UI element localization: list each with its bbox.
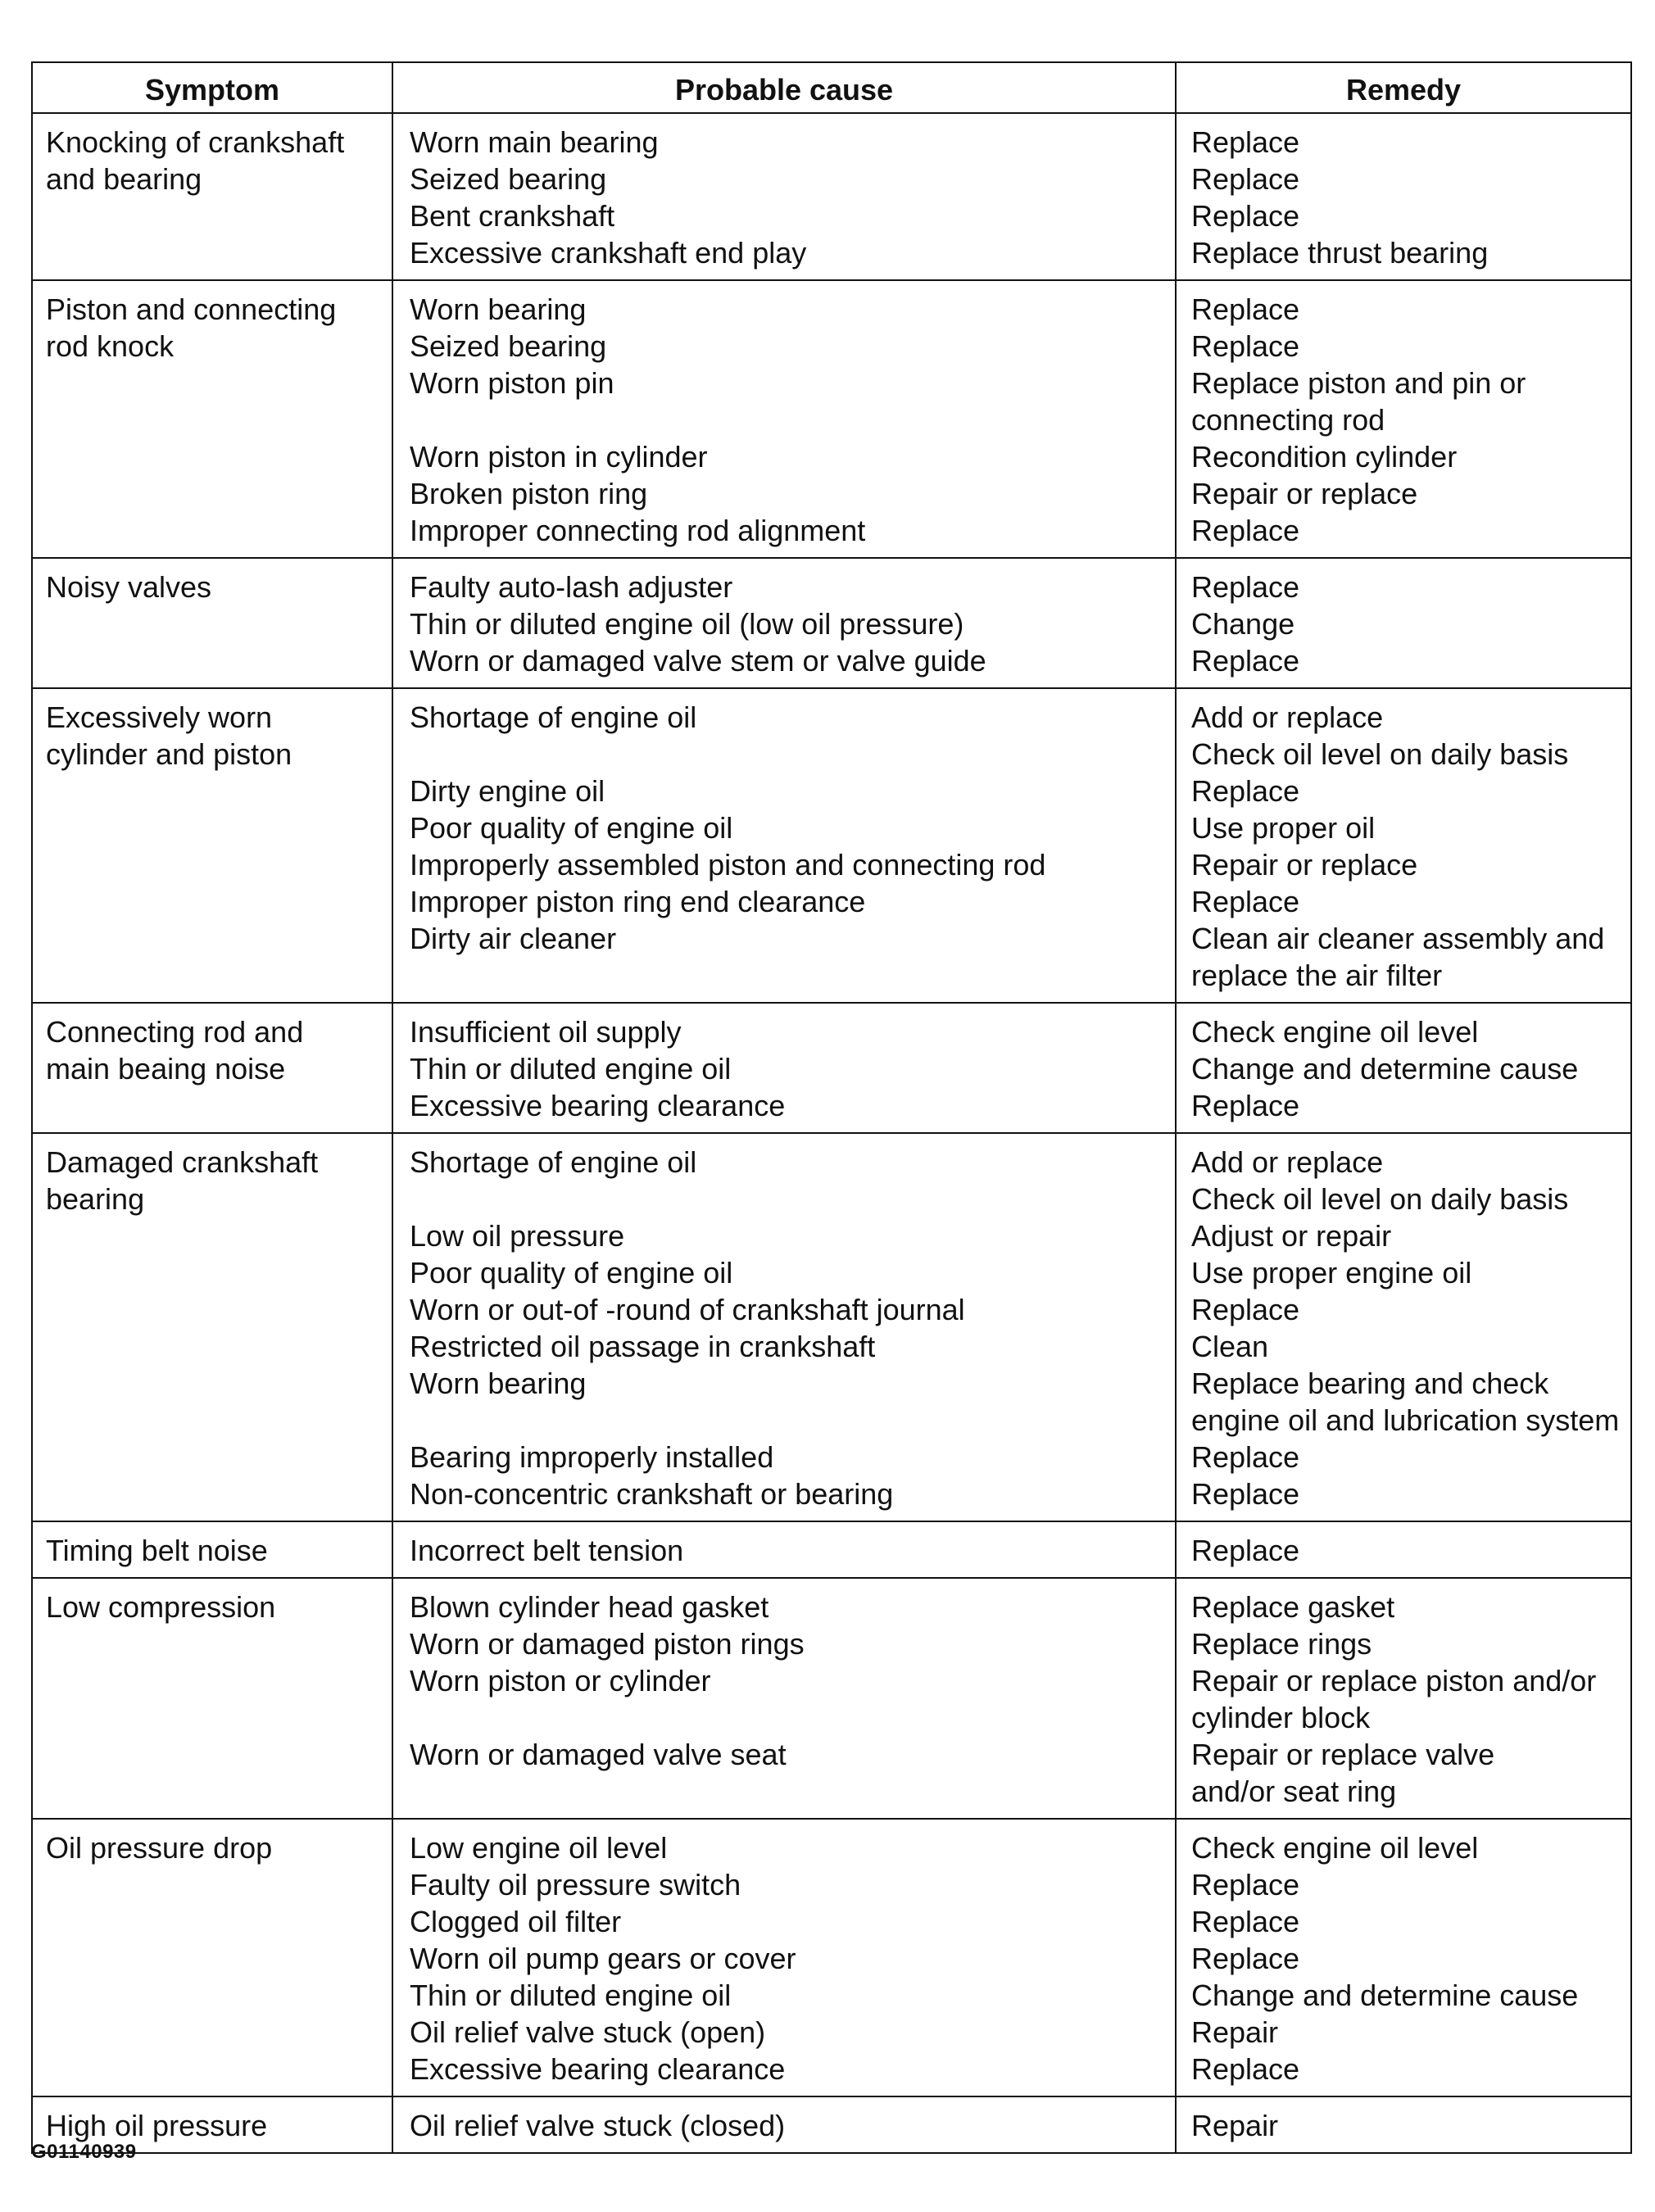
cause-line: Oil relief valve stuck (closed) (410, 2109, 786, 2142)
header-remedy: Remedy (1176, 62, 1631, 113)
probable-cause-cell (392, 1521, 1176, 1578)
symptom-line: Noisy valves (46, 570, 212, 604)
remedy-line: Replace (1191, 329, 1300, 363)
symptom-line: Connecting rod and (46, 1015, 304, 1049)
remedy-line: Repair or replace piston and/or (1191, 1664, 1597, 1698)
probable-cause-cell (392, 558, 1176, 688)
remedy-cell (1176, 113, 1631, 280)
remedy-line: Change and determine cause (1191, 1052, 1579, 1086)
cause-line: Incorrect belt tension (410, 1534, 684, 1567)
symptom-line: main beaing noise (46, 1052, 286, 1086)
troubleshooting-table-container (31, 61, 1630, 2154)
cause-line: Thin or diluted engine oil (410, 1979, 732, 2012)
remedy-cell (1176, 1003, 1631, 1133)
remedy-line: Replace (1191, 1942, 1300, 1975)
symptom-cell (32, 113, 392, 280)
cause-line (410, 1773, 1165, 1810)
remedy-cell (1176, 1521, 1631, 1578)
symptom-line: Excessively worn (46, 700, 273, 734)
cause-line: Improper connecting rod alignment (410, 514, 866, 547)
cause-line: Dirty air cleaner (410, 922, 617, 955)
probable-cause-cell (392, 1578, 1176, 1819)
symptom-cell (32, 1003, 392, 1133)
table-row (32, 2096, 1631, 2153)
cause-line: Worn bearing (410, 292, 587, 326)
remedy-line: and/or seat ring (1191, 1775, 1397, 1808)
cause-line (410, 401, 1165, 438)
cause-line: Worn or damaged valve stem or valve guide (410, 644, 986, 678)
remedy-line: Replace (1191, 292, 1300, 326)
probable-cause-cell (392, 1133, 1176, 1521)
symptom-line: Piston and connecting (46, 292, 337, 326)
table-row (32, 1521, 1631, 1578)
cause-line: Worn piston pin (410, 366, 614, 400)
remedy-line: Add or replace (1191, 1145, 1384, 1179)
symptom-line: Timing belt noise (46, 1534, 268, 1567)
remedy-line: Replace (1191, 1868, 1300, 1902)
remedy-cell (1176, 1578, 1631, 1819)
cause-line: Worn oil pump gears or cover (410, 1942, 796, 1975)
symptom-cell (32, 1578, 392, 1819)
remedy-line: Replace (1191, 162, 1300, 196)
remedy-line: Change and determine cause (1191, 1979, 1579, 2012)
remedy-line: Replace gasket (1191, 1590, 1395, 1624)
table-row (32, 1819, 1631, 2096)
remedy-line: Replace (1191, 199, 1300, 233)
remedy-line: Repair (1191, 2109, 1279, 2142)
cause-line: Poor quality of engine oil (410, 811, 733, 845)
probable-cause-cell (392, 1819, 1176, 2096)
cause-line: Broken piston ring (410, 477, 648, 510)
remedy-line: Use proper engine oil (1191, 1256, 1472, 1290)
remedy-cell (1176, 1133, 1631, 1521)
probable-cause-cell (392, 1003, 1176, 1133)
remedy-line: Replace (1191, 1534, 1300, 1567)
cause-line: Worn bearing (410, 1367, 587, 1400)
cause-line: Worn or damaged piston rings (410, 1627, 805, 1661)
remedy-line: connecting rod (1191, 403, 1385, 437)
remedy-line: Replace (1191, 514, 1300, 547)
symptom-line: Knocking of crankshaft (46, 125, 345, 159)
symptom-line: High oil pressure (46, 2109, 268, 2142)
remedy-line: Adjust or repair (1191, 1219, 1392, 1253)
remedy-line: Recondition cylinder (1191, 440, 1458, 474)
cause-line: Improper piston ring end clearance (410, 885, 866, 918)
cause-line: Thin or diluted engine oil (410, 1052, 732, 1086)
table-row (32, 558, 1631, 688)
probable-cause-cell (392, 113, 1176, 280)
remedy-line: Check engine oil level (1191, 1831, 1479, 1865)
remedy-line: Replace rings (1191, 1627, 1372, 1661)
table-row (32, 280, 1631, 558)
remedy-line: Change (1191, 607, 1295, 641)
remedy-line: Use proper oil (1191, 811, 1376, 845)
cause-line: Insufficient oil supply (410, 1015, 682, 1049)
symptom-line: bearing (46, 1182, 145, 1216)
troubleshooting-table (31, 61, 1632, 2154)
remedy-line: Clean (1191, 1330, 1269, 1363)
cause-line (410, 957, 1165, 994)
remedy-line: Replace (1191, 1089, 1300, 1122)
cause-line: Low engine oil level (410, 1831, 668, 1865)
remedy-line: Check oil level on daily basis (1191, 737, 1569, 771)
header-row (32, 62, 1631, 113)
table-body (32, 113, 1631, 2153)
cause-line: Bent crankshaft (410, 199, 615, 233)
symptom-line: Oil pressure drop (46, 1831, 273, 1865)
remedy-line: Replace piston and pin or (1191, 366, 1526, 400)
cause-line: Restricted oil passage in crankshaft (410, 1330, 876, 1363)
cause-line: Excessive crankshaft end play (410, 236, 807, 270)
remedy-line: Replace (1191, 885, 1300, 918)
symptom-cell (32, 688, 392, 1003)
cause-line: Bearing improperly installed (410, 1440, 774, 1474)
cause-line (410, 1181, 1165, 1217)
remedy-line: Replace (1191, 774, 1300, 808)
symptom-line: rod knock (46, 329, 175, 363)
cause-line: Blown cylinder head gasket (410, 1590, 769, 1624)
symptom-cell (32, 1521, 392, 1578)
symptom-line: Low compression (46, 1590, 276, 1624)
cause-line: Excessive bearing clearance (410, 2052, 786, 2086)
cause-line: Worn or damaged valve seat (410, 1738, 787, 1771)
symptom-cell (32, 558, 392, 688)
remedy-line: Check oil level on daily basis (1191, 1182, 1569, 1216)
cause-line: Improperly assembled piston and connecting rod (410, 848, 1046, 882)
remedy-cell (1176, 280, 1631, 558)
cause-line: Low oil pressure (410, 1219, 625, 1253)
cause-line: Faulty auto-lash adjuster (410, 570, 733, 604)
remedy-line: Replace bearing and check (1191, 1367, 1549, 1400)
remedy-cell (1176, 558, 1631, 688)
cause-line: Poor quality of engine oil (410, 1256, 733, 1290)
cause-line: Clogged oil filter (410, 1905, 622, 1938)
figure-code: G01140939 (31, 2141, 137, 2163)
cause-line: Seized bearing (410, 162, 607, 196)
remedy-line: Repair or replace valve (1191, 1738, 1495, 1771)
remedy-line: engine oil and lubrication system (1191, 1403, 1620, 1437)
cause-line: Worn main bearing (410, 125, 659, 159)
cause-line: Shortage of engine oil (410, 700, 697, 734)
remedy-line: Replace (1191, 1477, 1300, 1511)
remedy-line: Replace (1191, 570, 1300, 604)
cause-line: Shortage of engine oil (410, 1145, 697, 1179)
cause-line (410, 736, 1165, 773)
cause-line: Dirty engine oil (410, 774, 605, 808)
remedy-line: Add or replace (1191, 700, 1384, 734)
remedy-line: Repair (1191, 2015, 1279, 2049)
cause-line: Non-concentric crankshaft or bearing (410, 1477, 894, 1511)
symptom-cell (32, 1133, 392, 1521)
remedy-line: Replace (1191, 1905, 1300, 1938)
probable-cause-cell (392, 2096, 1176, 2153)
cause-line: Worn or out-of -round of crankshaft journal (410, 1293, 965, 1326)
remedy-cell (1176, 688, 1631, 1003)
remedy-line: Replace (1191, 2052, 1300, 2086)
remedy-line: Replace (1191, 1440, 1300, 1474)
remedy-line: Replace (1191, 644, 1300, 678)
cause-line (410, 1699, 1165, 1736)
symptom-line: cylinder and piston (46, 737, 292, 771)
header-symptom: Symptom (32, 62, 392, 113)
probable-cause-cell (392, 688, 1176, 1003)
remedy-line: Replace (1191, 125, 1300, 159)
cause-line: Faulty oil pressure switch (410, 1868, 741, 1902)
remedy-line: Replace (1191, 1293, 1300, 1326)
remedy-line: replace the air filter (1191, 959, 1443, 992)
cause-line: Thin or diluted engine oil (low oil pressure) (410, 607, 964, 641)
remedy-cell (1176, 2096, 1631, 2153)
table-row (32, 688, 1631, 1003)
remedy-line: Repair or replace (1191, 848, 1418, 882)
cause-line: Worn piston in cylinder (410, 440, 708, 474)
cause-line: Seized bearing (410, 329, 607, 363)
cause-line: Worn piston or cylinder (410, 1664, 711, 1698)
remedy-line: Replace thrust bearing (1191, 236, 1489, 270)
symptom-cell (32, 280, 392, 558)
table-row (32, 113, 1631, 280)
header-probable-cause: Probable cause (392, 62, 1176, 113)
table-row (32, 1003, 1631, 1133)
cause-line: Excessive bearing clearance (410, 1089, 786, 1122)
symptom-cell (32, 1819, 392, 2096)
remedy-line: Clean air cleaner assembly and (1191, 922, 1605, 955)
cause-line (410, 1402, 1165, 1439)
table-row (32, 1578, 1631, 1819)
remedy-cell (1176, 1819, 1631, 2096)
remedy-line: Repair or replace (1191, 477, 1418, 510)
symptom-line: and bearing (46, 162, 202, 196)
remedy-line: Check engine oil level (1191, 1015, 1479, 1049)
symptom-line: Damaged crankshaft (46, 1145, 319, 1179)
table-row (32, 1133, 1631, 1521)
remedy-line: cylinder block (1191, 1701, 1371, 1734)
cause-line: Oil relief valve stuck (open) (410, 2015, 766, 2049)
probable-cause-cell (392, 280, 1176, 558)
